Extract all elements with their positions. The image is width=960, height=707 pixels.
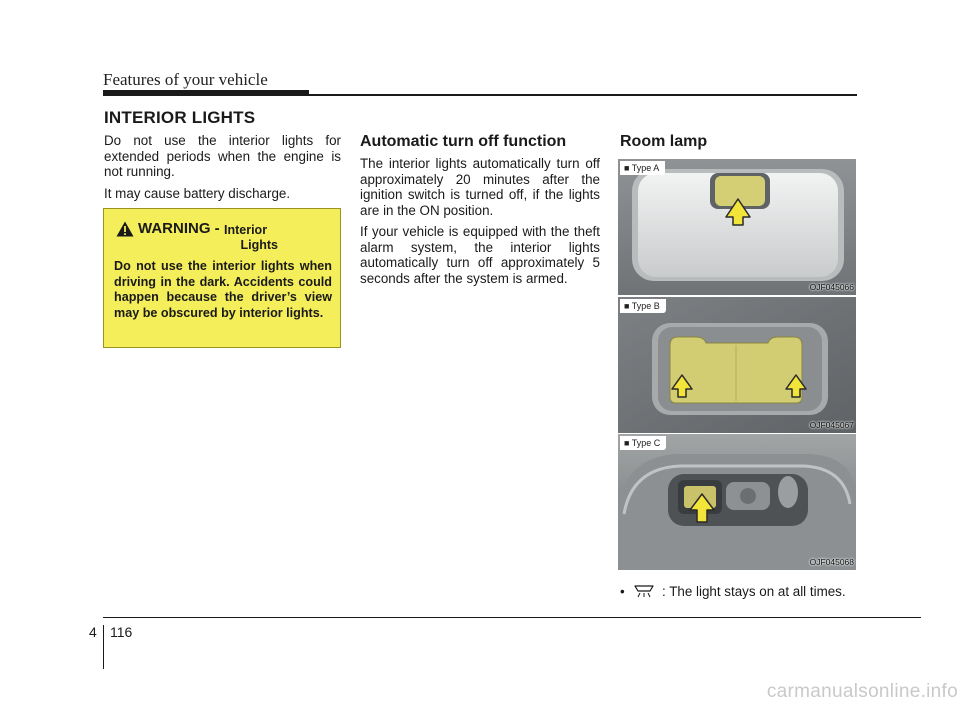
room-lamp-type-c-illustration [618,434,856,570]
room-lamp-photo-type-b [618,297,856,433]
photo-type-label: ■ Type C [620,436,666,450]
watermark: carmanualsonline.info [766,681,958,702]
section-title: INTERIOR LIGHTS [104,108,256,127]
intro-paragraph: It may cause battery discharge. [104,185,291,201]
room-lamp-type-a-illustration [618,159,856,295]
header-rule-thick [103,90,309,96]
page-number: 116 [110,624,133,640]
photo-code: OJF045066 [809,282,854,292]
room-lamp-photo-type-a [618,159,856,295]
warning-triangle-icon [116,221,134,237]
page-header-title: Features of your vehicle [103,70,268,89]
room-lamp-heading: Room lamp [620,133,708,150]
warning-label: WARNING - [138,220,220,237]
bullet-marker: • [620,584,625,599]
photo-code: OJF045067 [809,420,854,430]
warning-subject [224,223,290,253]
lamp-always-on-icon [632,582,656,600]
warning-subject-line: Interior [224,223,268,237]
intro-column [104,133,341,207]
auto-off-paragraph: The interior lights automatically turn off approximately 20 minutes after the ignition switch is turned off, if the lights are in the ON position. [360,156,600,218]
photo-type-label: ■ Type A [620,161,665,175]
room-lamp-type-b-illustration [618,297,856,433]
footer-rule [103,617,921,618]
bullet-text: : The light stays on at all times. [662,584,846,599]
room-lamp-photo-type-c [618,434,856,570]
footer-vertical-rule [103,625,104,669]
auto-off-heading: Automatic turn off function [360,133,567,150]
photo-type-label: ■ Type B [620,299,666,313]
header-rule-thin [309,94,857,96]
auto-off-column [360,156,600,292]
warning-subject-line: Lights [240,238,278,252]
photo-code: OJF045068 [809,557,854,567]
auto-off-paragraph: If your vehicle is equipped with the theft alarm system, the interior lights automatically turn off approximately 5 seconds after the system is armed. [360,224,600,286]
warning-body: Do not use the interior lights when driving in the dark. Accidents could happen because the driver’s view may be obscured by interior lights. [114,259,332,320]
warning-box [103,208,341,348]
chapter-number: 4 [89,624,97,640]
intro-paragraph: Do not use the interior lights for extended periods when the engine is not running. [104,133,341,179]
